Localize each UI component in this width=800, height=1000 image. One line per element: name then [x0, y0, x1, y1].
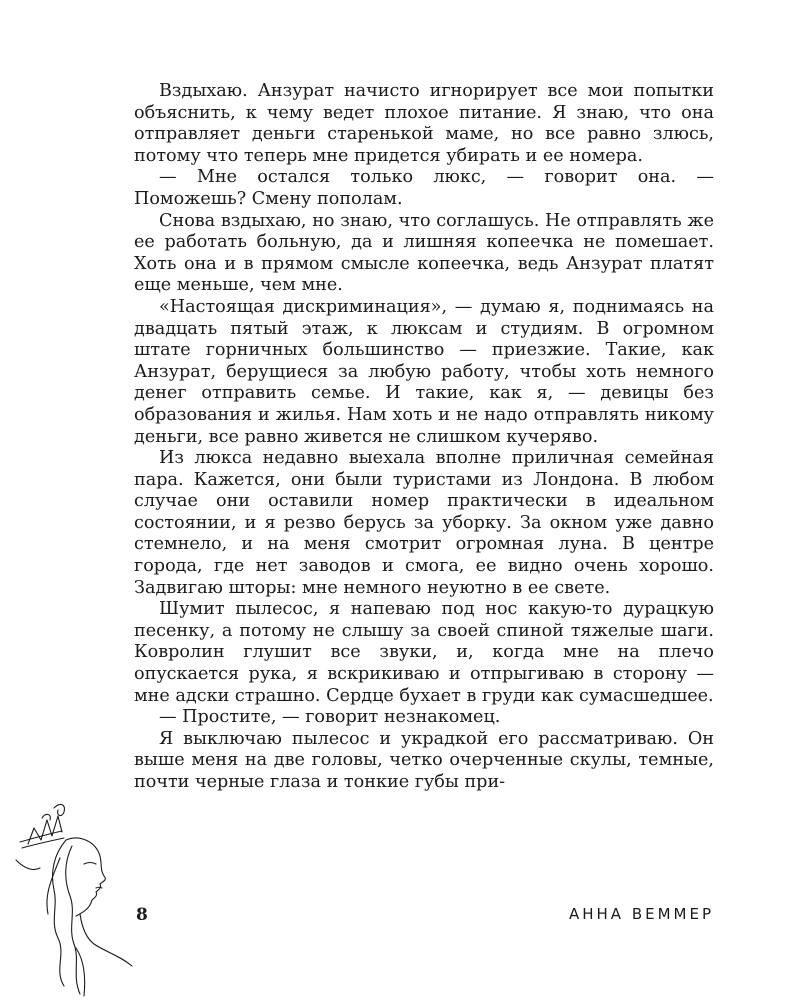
running-header-author: АННА ВЕММЕР — [568, 905, 714, 923]
paragraph: Из люкса недавно выехала вполне приличная семейная пара. Кажется, они были туристами из Лондона. В любом случае они оставили номер практически в идеальном состоянии, и я резво берусь за уборку. За окном уже давно стемнело, и на меня смотрит огромная луна. В центре города, где нет заводов и смога, ее видно очень хорошо. Задвигаю шторы: мне немного неуютно в ее свете. — [134, 448, 714, 598]
crown-line — [54, 805, 64, 816]
paragraph: Вздыхаю. Анзурат начисто игнорирует все мои попытки объяснить, к чему ведет плохое питание. Я знаю, что она отправляет деньги старенькой маме, но все равно злюсь, потому что теперь мне придется убирать и ее номера. — [134, 81, 714, 166]
paragraph: «Настоящая дискриминация», — думаю я, поднимаясь на двадцать пятый этаж, к люксам и студиям. В огромном штате горничных большинство — приезжие. Такие, как Анзурат, берущиеся за любую работу, чтобы хоть немного денег отправить семье. И такие, как я, — девицы без образования и жилья. Нам хоть и не надо отправлять никому деньги, все равно живется не слишком кучеряво. — [134, 296, 714, 447]
crown-line — [42, 814, 50, 820]
hair-line — [66, 846, 80, 994]
body-text — [134, 81, 714, 794]
paragraph: Шумит пылесос, я напеваю под нос какую-то дурацкую песенку, а потому не слышу за своей спиной тяжелые шаги. Ковролин глушит все звуки, и, когда мне на плечо опускается рука, я вскрикиваю и отпрыгиваю в сторону — мне адски страшно. Сердце бухает в груди как сумасшедшее. — [134, 599, 714, 706]
chin-line — [16, 860, 40, 870]
hair-line — [53, 840, 67, 986]
paragraph: Я выключаю пылесос и украдкой его рассматриваю. Он выше меня на две головы, четко очерченные скулы, темные, почти черные глаза и тонкие губы при- — [134, 728, 714, 792]
lip-line — [96, 887, 102, 888]
paragraph: — Мне остался только люкс, — говорит она. — Поможешь? Смену пополам. — [134, 167, 714, 209]
shoulder-line — [76, 948, 85, 996]
page-number: 8 — [136, 905, 149, 925]
eye-line — [84, 863, 96, 865]
line-art-illustration — [14, 798, 144, 998]
neck-line — [80, 914, 132, 966]
paragraph: — Простите, — говорит незнакомец. — [159, 707, 501, 728]
paragraph: Снова вздыхаю, но знаю, что соглашусь. Не отправлять же ее работать больную, да и лишняя копеечка не помешает. Хоть она и в прямом смысле копеечка, ведь Анзурат платят еще меньше, чем мне. — [134, 210, 714, 296]
